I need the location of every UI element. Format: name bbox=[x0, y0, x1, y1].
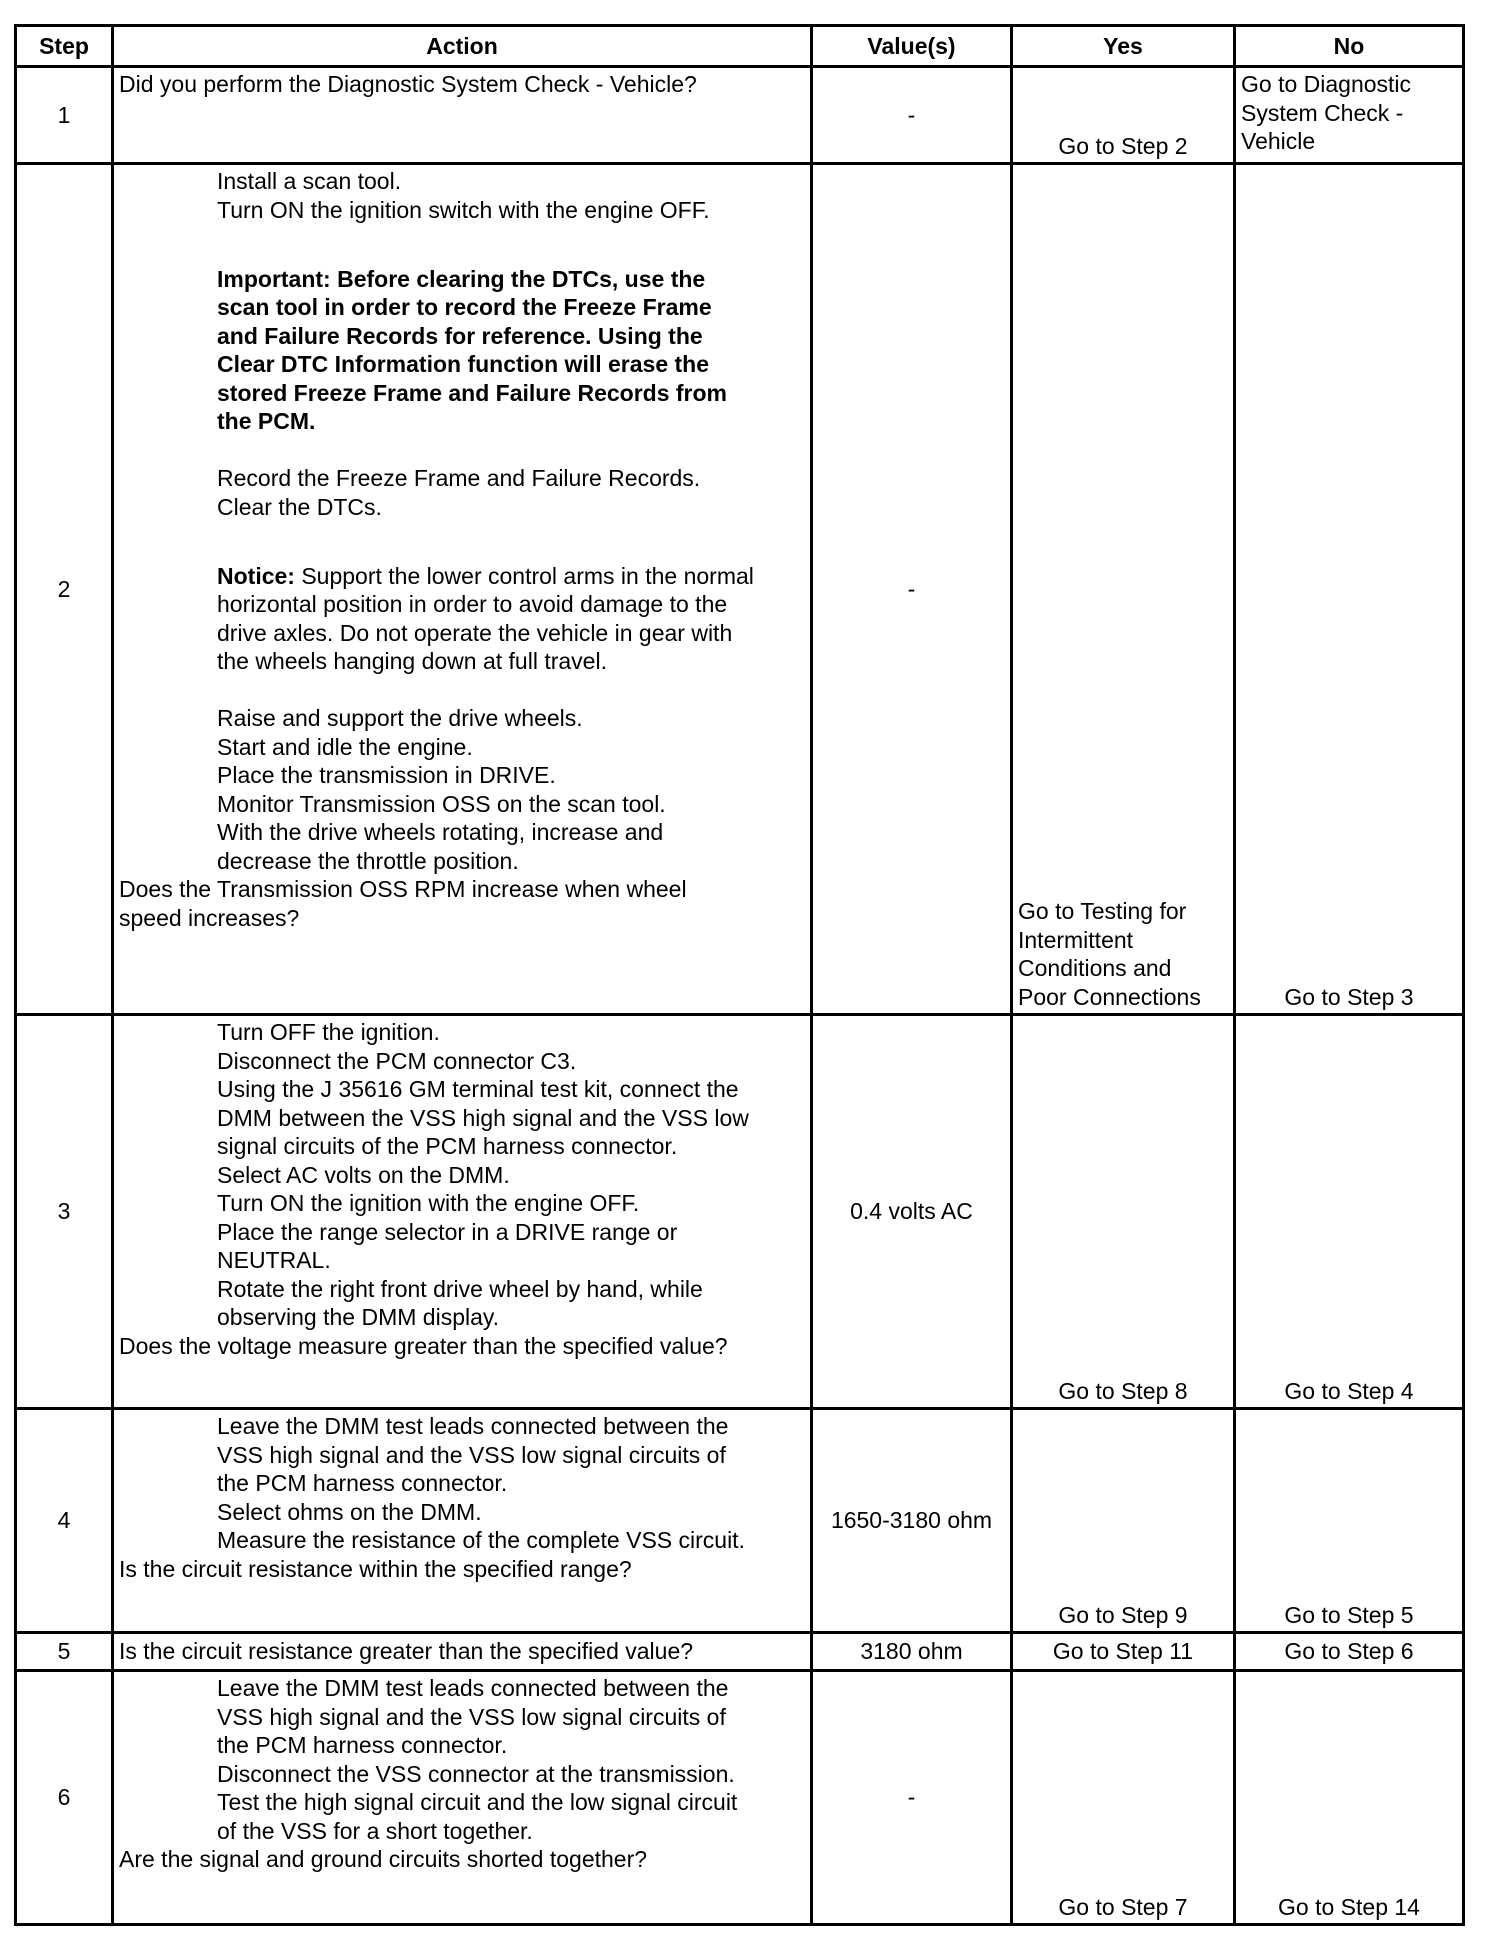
table-row-step-6 bbox=[16, 1671, 1464, 1925]
action-question: Is the circuit resistance within the specified range? bbox=[119, 1555, 632, 1582]
no-cell bbox=[1235, 164, 1464, 1015]
action-question: Did you perform the Diagnostic System Check - Vehicle? bbox=[119, 71, 697, 97]
important-note: Important: Before clearing the DTCs, use the bbox=[217, 265, 706, 292]
action-question: Is the circuit resistance greater than the specified value? bbox=[119, 1638, 694, 1665]
no-link[interactable]: Go to Step 6 bbox=[1284, 1638, 1414, 1665]
table-row-step-1 bbox=[16, 67, 1464, 164]
header-action: Action bbox=[113, 26, 812, 67]
no-link[interactable]: Go to Step 3 bbox=[1284, 983, 1414, 1010]
value-cell: 3180 ohm bbox=[812, 1633, 1012, 1671]
action-question: Does the Transmission OSS RPM increase when wheel speed increases? bbox=[119, 876, 687, 931]
yes-link[interactable]: Go to Step 11 bbox=[1052, 1638, 1194, 1665]
yes-link[interactable]: Go to Step 7 bbox=[1058, 1893, 1188, 1920]
header-row bbox=[16, 26, 1464, 67]
action-instructions: Turn OFF the ignition. Disconnect the PCM connector C3. Using the J 35616 GM terminal test kit, connect the DMM between the VSS high signal and the VSS low signal circuits of the PCM harness connector. Select AC volts on the DMM. Turn ON the ignition with the engine OFF. Place the range selector in a DRIVE range or NEUTRAL. Rotate the right front drive wheel by hand, while observing the DMM display. bbox=[217, 1019, 749, 1330]
action-cell bbox=[113, 164, 812, 1015]
no-cell bbox=[1235, 1633, 1464, 1671]
yes-link[interactable]: Go to Step 2 bbox=[1058, 132, 1188, 159]
yes-cell bbox=[1012, 1409, 1235, 1633]
yes-cell bbox=[1012, 1671, 1235, 1925]
value-cell: - bbox=[812, 1671, 1012, 1925]
no-cell bbox=[1235, 1409, 1464, 1633]
no-link[interactable]: Go to Step 4 bbox=[1284, 1377, 1414, 1404]
yes-link[interactable]: Go to Testing for Intermittent Conditions and Poor Connections bbox=[1018, 898, 1201, 1010]
table-row-step-5 bbox=[16, 1633, 1464, 1671]
header-yes: Yes bbox=[1012, 26, 1235, 67]
action-instructions: Leave the DMM test leads connected between the VSS high signal and the VSS low signal circuits of the PCM harness connector. Select ohms on the DMM. Measure the resistance of the complete VSS circuit. bbox=[217, 1413, 745, 1553]
value-cell: 1650-3180 ohm bbox=[812, 1409, 1012, 1633]
header-step: Step bbox=[16, 26, 113, 67]
yes-link[interactable]: Go to Step 9 bbox=[1058, 1601, 1188, 1628]
action-cell bbox=[113, 1671, 812, 1925]
action-instructions: Leave the DMM test leads connected between the VSS high signal and the VSS low signal circuits of the PCM harness connector. Disconnect the VSS connector at the transmission. Test the high signal circuit and the low signal circuit of the VSS for a short together. bbox=[217, 1675, 738, 1844]
action-question: Are the signal and ground circuits shorted together? bbox=[119, 1846, 648, 1872]
no-cell bbox=[1235, 1015, 1464, 1409]
step-number: 4 bbox=[16, 1409, 113, 1633]
action-cell bbox=[113, 1633, 812, 1671]
header-no: No bbox=[1235, 26, 1464, 67]
step-number: 6 bbox=[16, 1671, 113, 1925]
action-cell bbox=[113, 67, 812, 164]
no-cell bbox=[1235, 67, 1464, 164]
table-row-step-4 bbox=[16, 1409, 1464, 1633]
yes-cell bbox=[1012, 1633, 1235, 1671]
yes-cell bbox=[1012, 1015, 1235, 1409]
action-instructions: Install a scan tool. Turn ON the ignition switch with the engine OFF. Important: Before clearing the DTCs, use the scan tool in order to record the Freeze Frame and Failure Records for reference. Using the Clear DTC Information function will erase the stored Freeze Frame and Failure Records from the PCM. Record the Freeze Frame and Failure Records. Clear the DTCs. Notice: Support the lower control arms in the normal horizontal position in order to avoid damage to the drive axles. Do not operate the vehicle in gear with the wheels hanging down at full travel. Raise and support the drive wheels. Start and idle the engine. Place the transmission in DRIVE. Monitor Transmission OSS on the scan tool. With the drive wheels rotating, increase and decrease the throttle position. bbox=[114, 165, 810, 875]
action-cell bbox=[113, 1015, 812, 1409]
no-link[interactable]: Go to Step 5 bbox=[1284, 1601, 1414, 1628]
action-question: Does the voltage measure greater than the specified value? bbox=[119, 1332, 728, 1359]
header-values: Value(s) bbox=[812, 26, 1012, 67]
step-number: 1 bbox=[16, 67, 113, 164]
yes-cell bbox=[1012, 164, 1235, 1015]
diagnostic-table bbox=[14, 24, 1465, 1926]
yes-link[interactable]: Go to Step 8 bbox=[1058, 1377, 1188, 1404]
yes-cell bbox=[1012, 67, 1235, 164]
step-number: 3 bbox=[16, 1015, 113, 1409]
no-cell bbox=[1235, 1671, 1464, 1925]
step-number: 5 bbox=[16, 1633, 113, 1671]
value-cell: - bbox=[812, 164, 1012, 1015]
value-cell: 0.4 volts AC bbox=[812, 1015, 1012, 1409]
table-row-step-2 bbox=[16, 164, 1464, 1015]
notice-note: Notice: Support the lower control arms in the normal bbox=[217, 562, 754, 589]
table-row-step-3 bbox=[16, 1015, 1464, 1409]
no-link[interactable]: Go to Step 14 bbox=[1278, 1893, 1420, 1920]
step-number: 2 bbox=[16, 164, 113, 1015]
no-link[interactable]: Go to Diagnostic System Check - Vehicle bbox=[1241, 71, 1412, 154]
value-cell: - bbox=[812, 67, 1012, 164]
action-cell bbox=[113, 1409, 812, 1633]
